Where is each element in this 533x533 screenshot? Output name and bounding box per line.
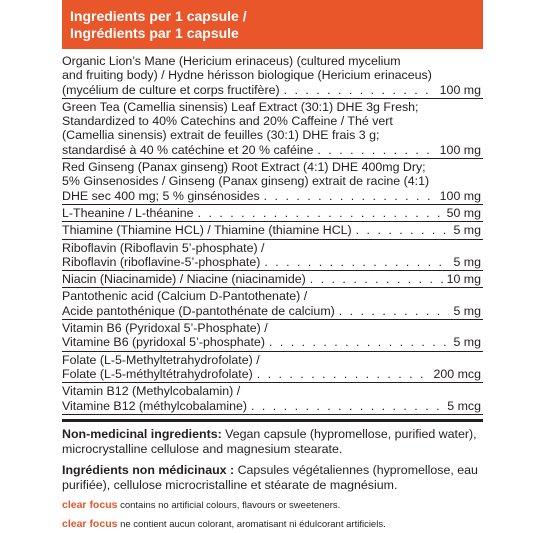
non-medicinal-fr-text: Capsules végétaliennes (hypromellose, eau purifiée), cellulose microcristalline et stéarate de magnésium.	[62, 462, 478, 492]
ingredient-amount-line	[62, 223, 481, 237]
ingredient-amount-line	[62, 367, 481, 381]
ingredient-line: Organic Lion’s Mane (Hericium erinaceus) (cultured mycelium	[62, 54, 401, 68]
brand-statement-en-text: contains no artificial colours, flavours or sweeteners.	[117, 499, 341, 511]
ingredient-amount: 200 mcg	[433, 366, 481, 381]
ingredient-line: Green Tea (Camellia sinensis) Leaf Extract (30:1) DHE 3g Fresh;	[62, 99, 419, 114]
non-medicinal-fr-label: Ingrédients non médicinaux :	[62, 462, 235, 477]
dot-leader	[356, 223, 450, 237]
brand-statement-fr	[62, 518, 483, 531]
ingredient-name: Vitamine B6 (pyridoxal 5’-phosphate)	[62, 335, 265, 350]
brand-statement-en	[62, 499, 483, 512]
ingredient-amount: 100 mg	[439, 82, 481, 97]
ingredient-amount: 10 mg	[446, 272, 481, 287]
dot-leader	[310, 272, 443, 286]
ingredient-amount-line	[62, 143, 481, 157]
ingredient-row	[62, 159, 483, 205]
ingredient-name: Riboflavin (riboflavine-5’-phosphate)	[62, 254, 261, 269]
ingredient-row	[62, 352, 483, 384]
ingredient-amount: 100 mg	[439, 188, 481, 203]
ingredient-name: Acide pantothénique (D-pantothénate de calcium)	[62, 303, 335, 318]
ingredient-amount-line	[62, 206, 481, 220]
ingredient-amount-line	[62, 335, 481, 349]
non-medicinal-en-text: Vegan capsule (hypromellose, purified water), microcrystalline cellulose and magnesium stearate.	[62, 426, 477, 456]
ingredient-name: Folate (L-5-méthyltétrahydrofolate)	[62, 366, 253, 381]
ingredient-amount: 5 mg	[453, 335, 481, 350]
ingredient-amount-line	[62, 189, 481, 203]
ingredient-name: standardisé à 40 % catéchine et 20 % caféine	[62, 142, 314, 157]
dot-leader	[251, 399, 443, 413]
ingredient-amount: 5 mg	[453, 254, 481, 269]
ingredient-amount-line	[62, 83, 481, 97]
ingredient-line: and fruiting body) / Hydne hérisson biologique (Hericium erinaceus)	[62, 68, 432, 83]
non-medicinal-en-label: Non-medicinal ingredients:	[62, 426, 222, 441]
ingredient-line: 5% Ginsenosides / Ginseng (Panax ginseng) extrait de racine (4:1)	[62, 174, 430, 189]
ingredient-line: Folate (L-5-Methyltetrahydrofolate) /	[62, 352, 260, 367]
ingredient-row	[62, 53, 483, 99]
brand-statement-fr-text: ne contient aucun colorant, aromatisant ni édulcorant artificiels.	[117, 518, 386, 530]
dot-leader	[198, 206, 443, 220]
ingredient-name: Niacin (Niacinamide) / Niacine (niacinamide)	[62, 272, 306, 287]
ingredient-line: Vitamin B12 (Methylcobalamin) /	[62, 384, 241, 399]
non-medicinal-en	[62, 427, 483, 457]
ingredient-amount: 50 mg	[446, 205, 481, 220]
ingredient-amount: 5 mcg	[447, 398, 481, 413]
ingredient-line: (Camellia sinensis) extrait de feuilles (30:1) DHE frais 3 g;	[62, 128, 380, 143]
dot-leader	[264, 189, 436, 203]
ingredient-line: Riboflavin (Riboflavin 5’-phosphate) /	[62, 240, 265, 255]
dot-leader	[257, 367, 430, 381]
ingredient-name: L-Theanine / L-théanine	[62, 205, 194, 220]
ingredient-amount-line	[62, 399, 481, 413]
ingredient-row	[62, 240, 483, 272]
dot-leader	[317, 143, 435, 157]
ingredient-amount-line	[62, 304, 481, 318]
ingredient-row	[62, 320, 483, 352]
dot-leader	[269, 335, 450, 349]
ingredient-row	[62, 271, 483, 288]
ingredient-amount-line	[62, 272, 481, 286]
ingredient-row	[62, 383, 483, 415]
dot-leader	[284, 83, 436, 97]
ingredient-amount: 100 mg	[439, 142, 481, 157]
ingredient-row	[62, 288, 483, 320]
non-medicinal-fr	[62, 463, 483, 493]
ingredient-amount-line	[62, 255, 481, 269]
dot-leader	[264, 255, 449, 269]
ingredient-amount: 5 mg	[453, 303, 481, 318]
ingredient-name: Vitamine B12 (méthylcobalamine)	[62, 398, 248, 413]
ingredient-row	[62, 222, 483, 239]
header-title-fr: Ingrédients par 1 capsule	[70, 25, 239, 41]
ingredient-list	[62, 53, 483, 415]
brand-name: clear focus	[62, 498, 118, 511]
ingredient-row	[62, 205, 483, 222]
ingredient-line: Vitamin B6 (Pyridoxal 5’-Phosphate) /	[62, 321, 268, 336]
ingredient-name: (mycélium de culture et corps fructifère)	[62, 82, 280, 97]
ingredient-notes	[62, 419, 483, 531]
brand-name: clear focus	[62, 517, 118, 530]
ingredient-row	[62, 99, 483, 159]
ingredient-name: Thiamine (Thiamine HCL) / Thiamine (thiamine HCL)	[62, 223, 352, 238]
ingredient-line: Red Ginseng (Panax ginseng) Root Extract (4:1) DHE 400mg Dry;	[62, 160, 426, 175]
ingredients-header	[62, 0, 483, 49]
dot-leader	[339, 304, 450, 318]
ingredient-name: DHE sec 400 mg; 5 % ginsénosides	[62, 188, 260, 203]
ingredient-line: Standardized to 40% Catechins and 20% Caffeine / Thé vert	[62, 114, 393, 129]
ingredient-amount: 5 mg	[453, 223, 481, 238]
header-title-en: Ingredients per 1 capsule /	[70, 8, 247, 24]
ingredient-line: Pantothenic acid (Calcium D-Pantothenate) /	[62, 289, 308, 304]
